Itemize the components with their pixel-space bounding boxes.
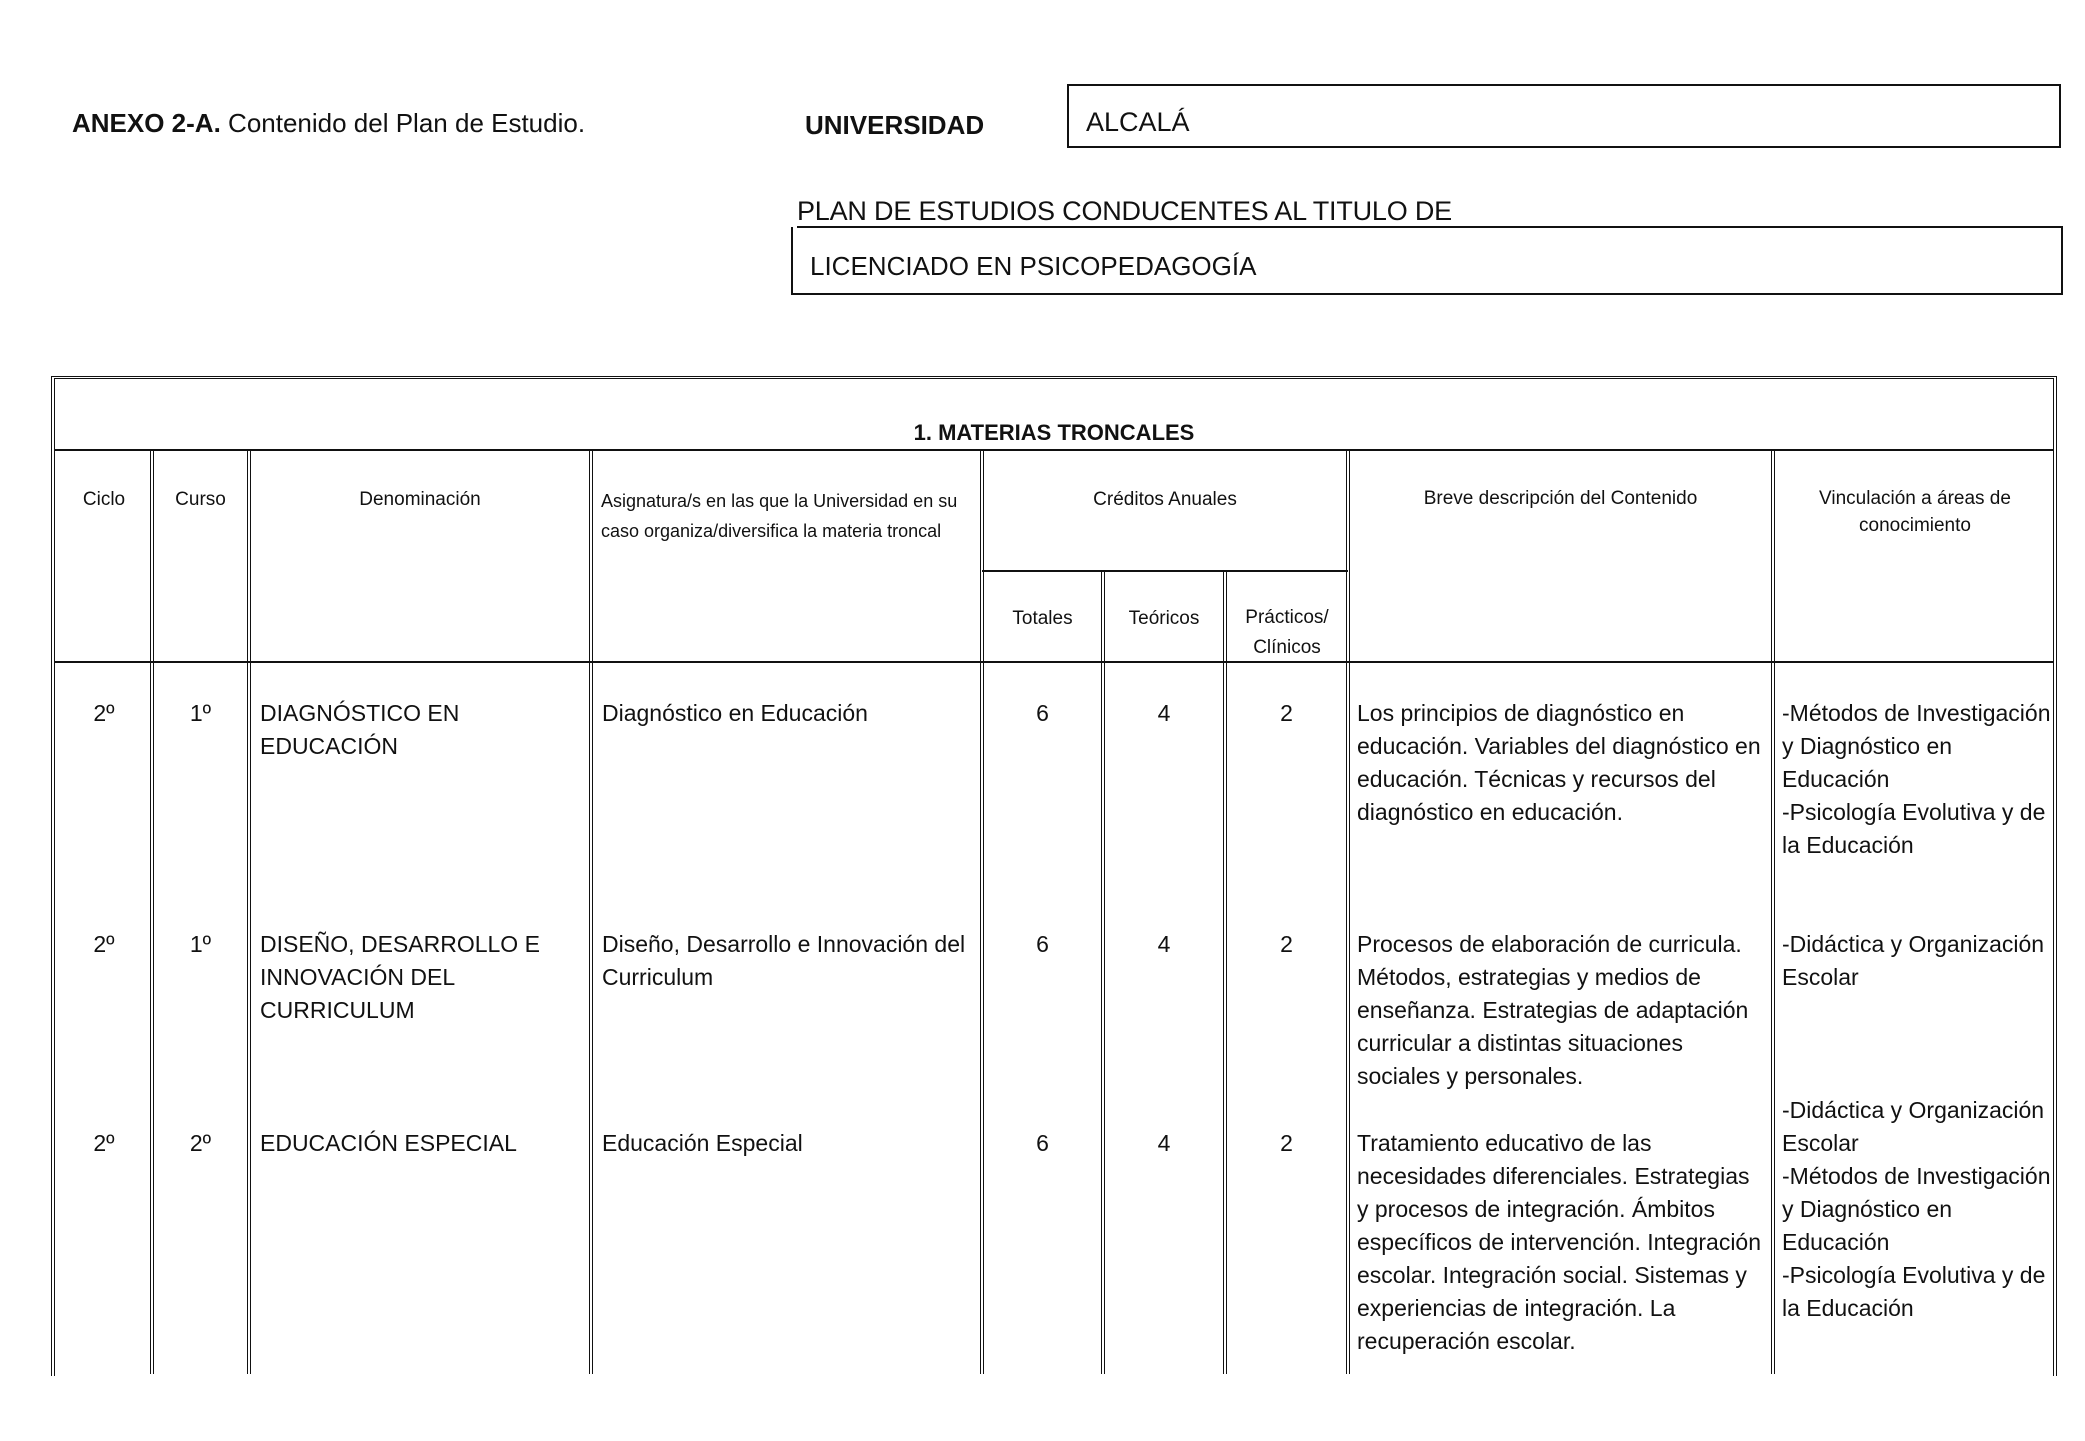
row-1-totales: 6 [1036,700,1049,726]
col-header-vinculacion: Vinculación a áreas de conocimiento [1819,488,2011,536]
plan-label: PLAN DE ESTUDIOS CONDUCENTES AL TITULO DE [797,196,1452,226]
row-2-totales: 6 [1036,931,1049,957]
row-1-teoricos: 4 [1157,700,1171,726]
row-1-ciclo: 2º [93,700,115,726]
row-3-denominacion: EDUCACIÓN ESPECIAL [260,1130,517,1156]
row-1-descripcion: Los principios de diagnóstico en educación. Variables del diagnóstico en educación. Técnicas y recursos del diagnóstico en educación. [1357,700,1761,825]
row-2-practicos: 2 [1280,931,1293,957]
row-2-vinculacion: -Didáctica y Organización Escolar [1782,931,2045,990]
header-bottom-rule [55,661,2053,663]
university-field: ALCALÁ [1067,84,2061,148]
row-2-asignatura: Diseño, Desarrollo e Innovación del Curriculum [602,931,966,990]
row-3-ciclo: 2º [93,1130,115,1156]
row-2-ciclo: 2º [93,931,115,957]
annex-description: Contenido del Plan de Estudio. [220,108,586,138]
degree-field: LICENCIADO EN PSICOPEDAGOGÍA [791,227,2063,295]
col-divider [1223,571,1227,1374]
row-2-denominacion: DISEÑO, DESARROLLO E INNOVACIÓN DEL CURRICULUM [260,931,540,1023]
col-header-practicos: Prácticos/ Clínicos [1245,607,1329,658]
col-divider [247,450,251,1374]
university-label: UNIVERSIDAD [805,110,985,140]
col-header-curso: Curso [175,489,226,510]
row-1-vinculacion: -Métodos de Investigación y Diagnóstico en Educación -Psicología Evolutiva y de la Educación [1782,700,2051,858]
col-header-descripcion: Breve descripción del Contenido [1423,488,1698,509]
row-1-practicos: 2 [1280,700,1293,726]
col-header-asignaturas: Asignatura/s en las que la Universidad en su caso organiza/diversifica la materia troncal [601,491,958,541]
row-1-asignatura: Diagnóstico en Educación [602,700,868,726]
row-3-teoricos: 4 [1157,1130,1171,1156]
col-divider [980,450,984,1374]
row-3-vinculacion: -Didáctica y Organización Escolar -Métodos de Investigación y Diagnóstico en Educación -Psicología Evolutiva y de la Educación [1782,1097,2051,1321]
col-header-creditos: Créditos Anuales [1093,489,1237,510]
col-header-ciclo: Ciclo [82,489,126,510]
col-divider [1771,450,1775,1374]
col-divider [1346,450,1350,1374]
row-2-descripcion: Procesos de elaboración de curricula. Métodos, estrategias y medios de enseñanza. Estrategias de adaptación curricular a distintas situaciones sociales y personales. [1357,931,1749,1089]
row-3-totales: 6 [1036,1130,1049,1156]
col-divider [150,450,154,1374]
col-header-denominacion: Denominación [359,489,481,510]
col-header-totales: Totales [1012,608,1073,629]
col-header-teoricos: Teóricos [1128,608,1200,629]
row-3-descripcion: Tratamiento educativo de las necesidades diferenciales. Estrategias y procesos de integración. Ámbitos específicos de intervención. Integración escolar. Integración social. Sistemas y experiencias de integración. La recuperación escolar. [1357,1130,1762,1354]
annex-heading [72,108,585,139]
creditos-subrule [982,570,1348,572]
row-2-curso: 1º [189,931,212,957]
section-title: 1. MATERIAS TRONCALES [913,420,1195,445]
row-3-curso: 2º [189,1130,212,1156]
row-2-teoricos: 4 [1157,931,1171,957]
col-divider [1101,571,1105,1374]
row-1-denominacion: DIAGNÓSTICO EN EDUCACIÓN [260,700,460,759]
col-divider [589,450,593,1374]
row-1-curso: 1º [189,700,212,726]
annex-label: ANEXO 2-A. [72,108,221,138]
row-3-asignatura: Educación Especial [602,1130,803,1156]
section-title-rule [55,449,2053,451]
row-3-practicos: 2 [1280,1130,1293,1156]
